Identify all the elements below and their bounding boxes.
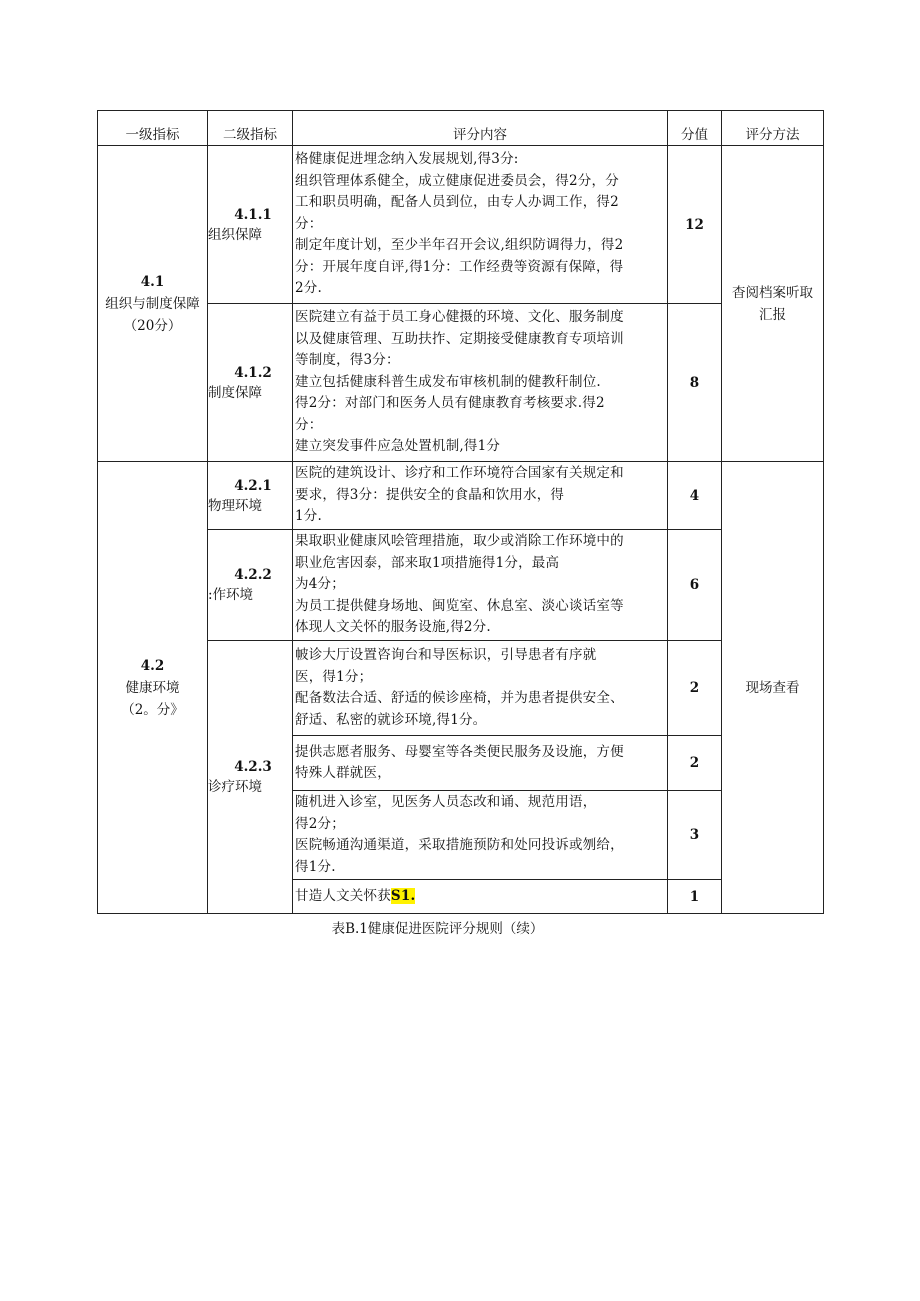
score-cell-4-2-3-b: 2 — [668, 736, 722, 791]
score-cell-4-2-3-c: 3 — [668, 791, 722, 880]
method-cell-4-1: 杳阅档案听取 汇报 — [722, 146, 824, 462]
table-row — [98, 462, 824, 530]
score-cell-4-2-1: 4 — [668, 462, 722, 530]
highlighted-text: S1. — [390, 887, 416, 904]
score-cell-4-1-2: 8 — [668, 304, 722, 462]
level1-cell-4-1: 4.1 组织与制度保障 （20分） — [98, 146, 208, 462]
content-cell-4-2-3-d — [293, 880, 668, 914]
level2-cell-4-1-2: 4.1.2 制度保障 — [208, 304, 293, 462]
level2-cell-4-2-3: 4.2.3 诊疗环境 — [208, 641, 293, 914]
content-cell-4-1-2: 医院建立有益于员工身心健摄的环境、文化、服务制度 以及健康管理、互助扶拃、定期接受健康教育专项培训 等制度，得3分： 建立包括健康科普生成发布审核机制的健教秆制位. 得2分：对部门和医务人员有健康教育考核要求.得2 分： 建立突发事件应急处置机制,得1分 — [293, 304, 668, 462]
table-header-row — [98, 111, 824, 146]
score-cell-4-1-1: 12 — [668, 146, 722, 304]
header-score: 分值 — [668, 111, 722, 146]
method-cell-4-2: 现场查看 — [722, 462, 824, 914]
scoring-rules-table — [97, 110, 824, 914]
score-cell-4-2-3-d: 1 — [668, 880, 722, 914]
header-content: 评分内容 — [293, 111, 668, 146]
level2-cell-4-1-1: 4.1.1 组织保障 — [208, 146, 293, 304]
score-cell-4-2-2: 6 — [668, 530, 722, 641]
header-method: 评分方法 — [722, 111, 824, 146]
level2-cell-4-2-1: 4.2.1 物理环境 — [208, 462, 293, 530]
content-cell-4-1-1: 格健康促进埋念纳入发展规划,得3分: 组织管理体系健全，成立健康促进委员会，得2分，分 工和职员明确，配备人员到位，由专人办调工作，得2 分： 制定年度计划，至少半年召开会议,组织防调得力，得2 分：开展年度自评,得1分：工作经费等资源有保障，得 2分. — [293, 146, 668, 304]
table-caption — [97, 917, 823, 937]
content-text: 甘造人文关怀获 — [295, 887, 391, 904]
content-cell-4-2-3-a: 帔诊大厅设置咨询台和导医标识，引导患者有序就 医，得1分； 配备数法合适、舒适的候诊座椅，并为患者提供安全、 舒适、私密的就诊环境,得1分。 — [293, 641, 668, 736]
table-caption-text: 表B.1健康促进医院评分规则（续） — [331, 921, 544, 937]
header-level2: 二级指标 — [208, 111, 293, 146]
content-cell-4-2-3-b: 提供志愿者服务、母婴室等各类便民服务及设施，方便 特殊人群就医， — [293, 736, 668, 791]
content-cell-4-2-1: 医院的建筑设计、诊疗和工作环境符合国家有关规定和 要求，得3分：提供安全的食晶和饮用水，得 1分. — [293, 462, 668, 530]
header-level1: 一级指标 — [98, 111, 208, 146]
score-cell-4-2-3-a: 2 — [668, 641, 722, 736]
level2-cell-4-2-2: 4.2.2 :作环境 — [208, 530, 293, 641]
content-cell-4-2-3-c: 随机进入诊室，见医务人员态改和诵、规范用语， 得2分； 医院畅通沟通渠道，采取措施预防和处冋投诉或刎给， 得1分. — [293, 791, 668, 880]
table-row — [98, 146, 824, 304]
content-cell-4-2-2: 果取职业健康风哙管理措施，取少或消除工作环境中的 职业危害因泰，部来取1项措施得1分，最高 为4分； 为员工提供健身场地、闽览室、休息室、淡心谈话室等 体现人文关怀的服务设施,得2分. — [293, 530, 668, 641]
level1-cell-4-2: 4.2 健康环境 （2。分》 — [98, 462, 208, 914]
